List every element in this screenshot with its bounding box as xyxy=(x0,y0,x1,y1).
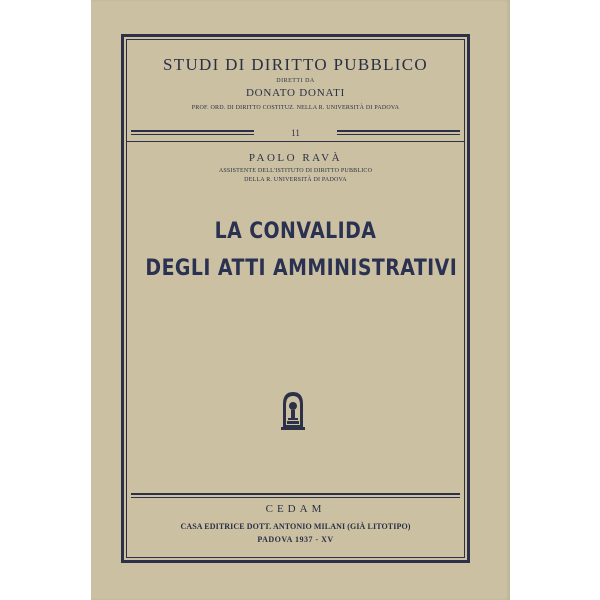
title-line2: DEGLI ATTI AMMINISTRATIVI xyxy=(145,256,458,281)
publisher-logo-icon xyxy=(280,390,306,430)
author-role-line2: DELLA R. UNIVERSITÀ DI PADOVA xyxy=(244,177,347,183)
author-role-line1: ASSISTENTE DELL'ISTITUTO DI DIRITTO PUBBLICO xyxy=(218,168,373,174)
publisher-name: CEDAM xyxy=(265,503,326,515)
book-title xyxy=(145,213,458,287)
author-name: PAOLO RAVÀ xyxy=(248,152,343,164)
series-number: 11 xyxy=(291,128,300,138)
cover-frame-inner xyxy=(126,39,465,558)
series-title: STUDI DI DIRITTO PUBBLICO xyxy=(163,55,428,74)
editor-name: DONATO DONATI xyxy=(245,87,346,99)
editor-role: PROF. ORD. DI DIRITTO COSTITUZ. NELLA R. UNIVERSITÀ DI PADOVA xyxy=(191,105,400,111)
publisher-full-name: CASA EDITRICE DOTT. ANTONIO MILANI (GIÀ LITOTIPO) xyxy=(180,522,411,531)
rule-bottom-thick xyxy=(131,493,460,495)
author-role xyxy=(121,167,470,185)
title-line1: LA CONVALIDA xyxy=(214,219,377,244)
directed-by: DIRETTI DA xyxy=(276,78,315,84)
place-date: PADOVA 1937 - XV xyxy=(257,535,334,544)
rule-bottom-thin xyxy=(131,497,460,498)
rule-section xyxy=(126,141,465,142)
